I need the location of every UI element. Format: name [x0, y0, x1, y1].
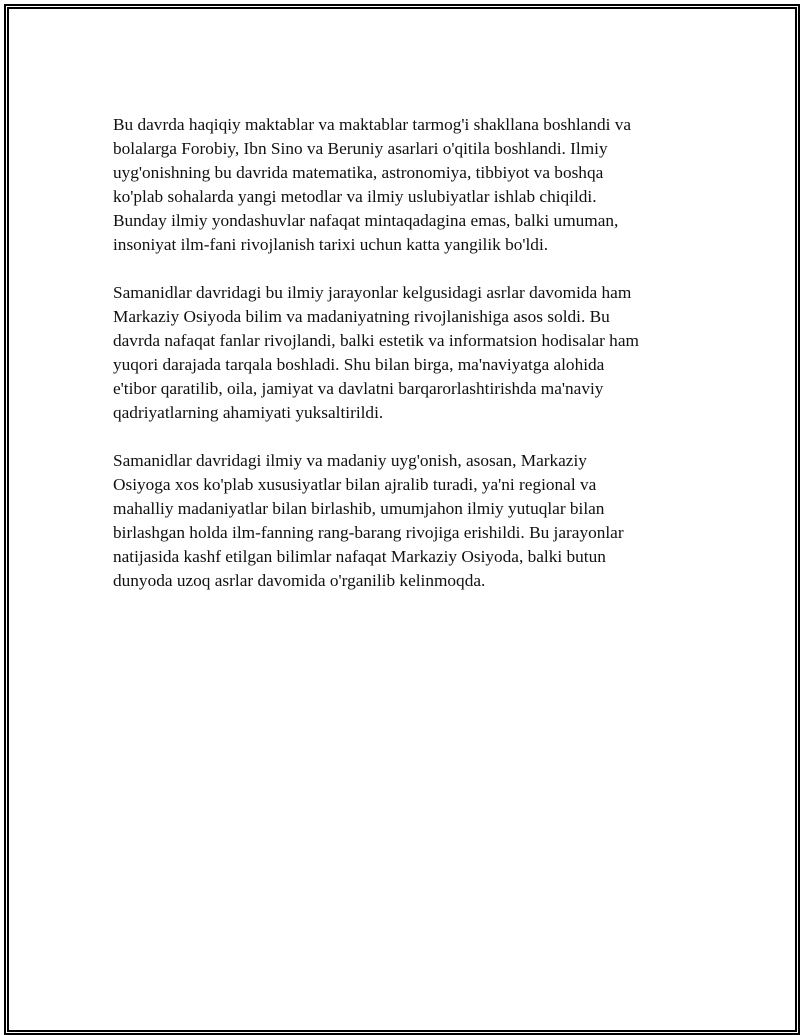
paragraph-2: Samanidlar davridagi bu ilmiy jarayonlar kelgusidagi asrlar davomida ham Markaziy Osiyoda bilim va madaniyatning rivojlanishiga asos soldi. Bu davrda nafaqat fanlar rivojlandi, balki estetik va informatsion hodisalar ham yuqori darajada tarqala boshladi. Shu bilan birga, ma'naviyatga alohida e'tibor qaratilib, oila, jamiyat va davlatni barqarorlashtirishda ma'naviy qadriyatlarning ahamiyati yuksaltirildi. — [113, 283, 639, 422]
paragraph-1: Bu davrda haqiqiy maktablar va maktablar tarmog'i shakllana boshlandi va bolalarga Forobiy, Ibn Sino va Beruniy asarlari o'qitila boshlandi. Ilmiy uyg'onishning bu davrida matematika, astronomiya, tibbiyot va boshqa ko'plab sohalarda yangi metodlar va ilmiy uslubiyatlar ishlab chiqildi. Bunday ilmiy yondashuvlar nafaqat mintaqadagina emas, balki umuman, insoniyat ilm-fani rivojlanish tarixi uchun katta yangilik bo'ldi. — [113, 115, 632, 254]
document-body — [113, 113, 691, 617]
paragraph-3: Samanidlar davridagi ilmiy va madaniy uyg'onish, asosan, Markaziy Osiyoga xos ko'plab xususiyatlar bilan ajralib turadi, ya'ni regional va mahalliy madaniyatlar bilan birlashib, umumjahon ilmiy yutuqlar bilan birlashgan holda ilm-fanning rang-barang rivojiga erishildi. Bu jarayonlar natijasida kashf etilgan bilimlar nafaqat Markaziy Osiyoda, balki butun dunyoda uzoq asrlar davomida o'rganilib kelinmoqda. — [113, 451, 624, 590]
